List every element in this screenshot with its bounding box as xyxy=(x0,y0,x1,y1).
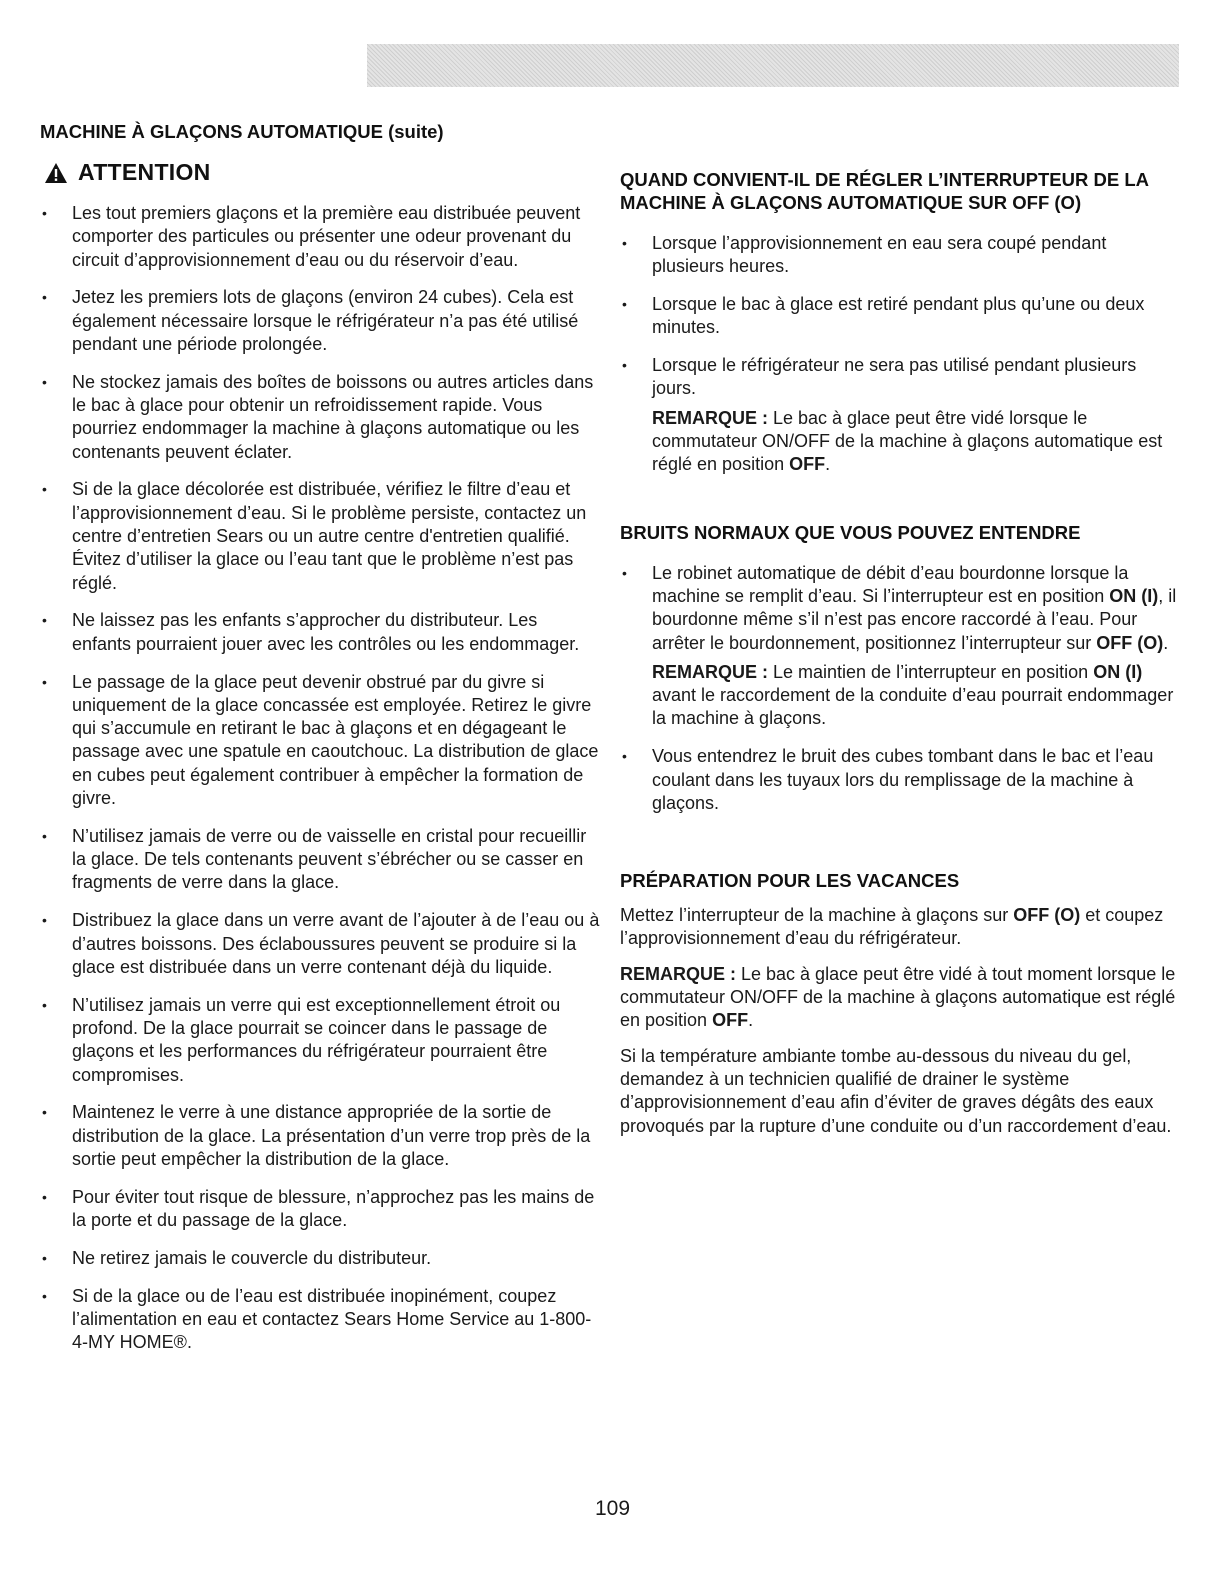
bullet-dot: • xyxy=(42,373,47,390)
when-off-note: REMARQUE : Le bac à glace peut être vidé lorsque le commutateur ON/OFF de la machine à glaçons automatique est réglé en position OFF. xyxy=(652,407,1163,475)
list-item: • Si de la glace décolorée est distribuée, vérifiez le filtre d’eau et l’approvisionnement d’eau. Si le problème persiste, contactez un centre d’entretien Sears ou un autre centre d'entretien qualifié. Évitez d’utiliser la glace ou l’eau tant que le problème n’est pas réglé. xyxy=(42,479,587,593)
bullet-dot: • xyxy=(42,1188,47,1205)
list-item: • Lorsque le réfrigérateur ne sera pas utilisé pendant plusieurs jours. REMARQUE : Le bac à glace peut être vidé lorsque le commutateur ON/OFF de la machine à glaçons automatique est réglé en position OFF. xyxy=(620,354,1180,476)
list-item: • Le passage de la glace peut devenir obstrué par du givre si uniquement de la glace concassée est employée. Retirez le givre qui s’accumule en retirant le bac à glaçons et en dégageant le passage avec une spatule en caoutchouc. La distribution de glace en cubes peut également contribuer à empêcher la formation de givre. xyxy=(42,671,599,809)
list-item: • Distribuez la glace dans un verre avant de l’ajouter à de l’eau ou à d’autres boissons. Des éclaboussures peuvent se produire si la glace est distribuée dans un verre contenant déjà du liquide. xyxy=(42,910,600,977)
left-column xyxy=(40,120,600,1369)
list-item: • Maintenez le verre à une distance appropriée de la sortie de distribution de la glace. La présentation d’un verre trop près de la sortie peut empêcher la distribution de la glace. xyxy=(42,1102,591,1169)
warning-triangle-icon xyxy=(44,162,68,184)
vacation-heading: PRÉPARATION POUR LES VACANCES xyxy=(620,870,960,892)
bullet-dot: • xyxy=(42,612,47,629)
noises-note: REMARQUE : Le maintien de l’interrupteur en position ON (I) avant le raccordement de la conduite d’eau pourrait endommager la machine à glaçons. xyxy=(652,661,1174,729)
bullet-dot: • xyxy=(42,205,47,221)
bullet-dot: • xyxy=(42,481,47,498)
header-bar xyxy=(367,44,1179,87)
bullet-dot: • xyxy=(622,564,627,581)
list-item: • Lorsque le bac à glace est retiré pendant plus qu’une ou deux minutes. xyxy=(622,294,1145,338)
list-item: • Ne stockez jamais des boîtes de boissons ou autres articles dans le bac à glace pour obtenir un refroidissement rapide. Vous pourriez endommager la machine à glaçons automatique ou les contenants peuvent éclater. xyxy=(42,371,594,462)
vacation-note: REMARQUE : Le bac à glace peut être vidé à tout moment lorsque le commutateur ON/OFF de la machine à glaçons automatique est réglé en position OFF. xyxy=(620,963,1176,1031)
list-item: • Vous entendrez le bruit des cubes tombant dans le bac et l’eau coulant dans les tuyaux lors du remplissage de la machine à glaçons. xyxy=(622,746,1154,813)
when-off-section xyxy=(620,168,1180,477)
list-item: • N’utilisez jamais de verre ou de vaisselle en cristal pour recueillir la glace. De tels contenants peuvent s’ébrécher ou se casser en fragments de verre dans la glace. xyxy=(42,825,587,893)
bullet-dot: • xyxy=(42,673,47,690)
attention-heading xyxy=(44,159,600,186)
bullet-dot: • xyxy=(622,357,627,374)
list-item: • Ne laissez pas les enfants s’approcher du distributeur. Les enfants pourraient jouer avec les contrôles ou les endommager. xyxy=(42,610,580,654)
page-title: MACHINE À GLAÇONS AUTOMATIQUE (suite) xyxy=(40,121,444,142)
when-off-list xyxy=(620,232,1180,477)
bullet-dot: • xyxy=(42,1249,47,1266)
list-item: • Lorsque l’approvisionnement en eau sera coupé pendant plusieurs heures. xyxy=(622,233,1107,277)
attention-label: ATTENTION xyxy=(78,159,211,185)
list-item: • Jetez les premiers lots de glaçons (environ 24 cubes). Cela est également nécessaire lorsque le réfrigérateur n’a pas été utilisé pendant une période prolongée. xyxy=(42,287,579,354)
bullet-dot: • xyxy=(42,912,47,929)
page-number: 109 xyxy=(594,1497,631,1520)
bullet-dot: • xyxy=(42,289,47,306)
bullet-dot: • xyxy=(622,296,627,313)
bullet-dot: • xyxy=(622,235,627,251)
attention-list xyxy=(40,202,600,1354)
noises-heading: BRUITS NORMAUX QUE VOUS POUVEZ ENTENDRE xyxy=(620,521,1081,543)
bullet-dot: • xyxy=(42,1287,47,1304)
list-item: • Les tout premiers glaçons et la première eau distribuée peuvent comporter des particules ou présenter une odeur provenant du circuit d’approvisionnement d’eau ou du réservoir d’eau. xyxy=(42,203,581,270)
list-item: • Le robinet automatique de débit d’eau bourdonne lorsque la machine se remplit d’eau. Si l’interrupteur est en position ON (I), il bourdonne même s’il n’est pas encore raccordé à l’eau. Pour arrêter le bourdonnement, positionnez l’interrupteur sur OFF (O). REMARQUE : Le maintien de l’interrupteur en position ON (I) avant le raccordement de la conduite d’eau pourrait endommager la machine à glaçons. xyxy=(620,562,1180,731)
vacation-paragraph: Mettez l’interrupteur de la machine à glaçons sur OFF (O) et coupez l’approvisionnement d’eau du réfrigérateur. xyxy=(620,905,1164,949)
when-off-heading: QUAND CONVIENT-IL DE RÉGLER L’INTERRUPTEUR DE LA MACHINE À GLAÇONS AUTOMATIQUE SUR OFF (O) xyxy=(620,169,1149,213)
bullet-dot: • xyxy=(42,827,47,844)
list-item: • Si de la glace ou de l’eau est distribuée inopinément, coupez l’alimentation en eau et contactez Sears Home Service au 1-800-4-MY HOME®. xyxy=(42,1285,592,1353)
list-item: • Ne retirez jamais le couvercle du distributeur. xyxy=(40,1247,600,1270)
noises-section xyxy=(620,521,1180,815)
right-column xyxy=(620,168,1180,1168)
noises-list xyxy=(620,562,1180,815)
vacation-section xyxy=(620,869,1180,1138)
bullet-dot: • xyxy=(42,996,47,1013)
vacation-freeze-paragraph: Si la température ambiante tombe au-dessous du niveau du gel, demandez à un technicien qualifié de drainer le système d’approvisionnement d’eau afin d’éviter de graves dégâts des eaux provoqués par la rupture d’une conduite ou d’un raccordement d’eau. xyxy=(620,1045,1172,1136)
bullet-dot: • xyxy=(622,748,627,765)
bullet-dot: • xyxy=(42,1104,47,1121)
list-item: • N’utilisez jamais un verre qui est exceptionnellement étroit ou profond. De la glace pourrait se coincer dans le passage de glaçons et les performances du réfrigérateur pourraient être compromises. xyxy=(42,994,561,1085)
list-item: • Pour éviter tout risque de blessure, n’approchez pas les mains de la porte et du passage de la glace. xyxy=(42,1186,595,1230)
